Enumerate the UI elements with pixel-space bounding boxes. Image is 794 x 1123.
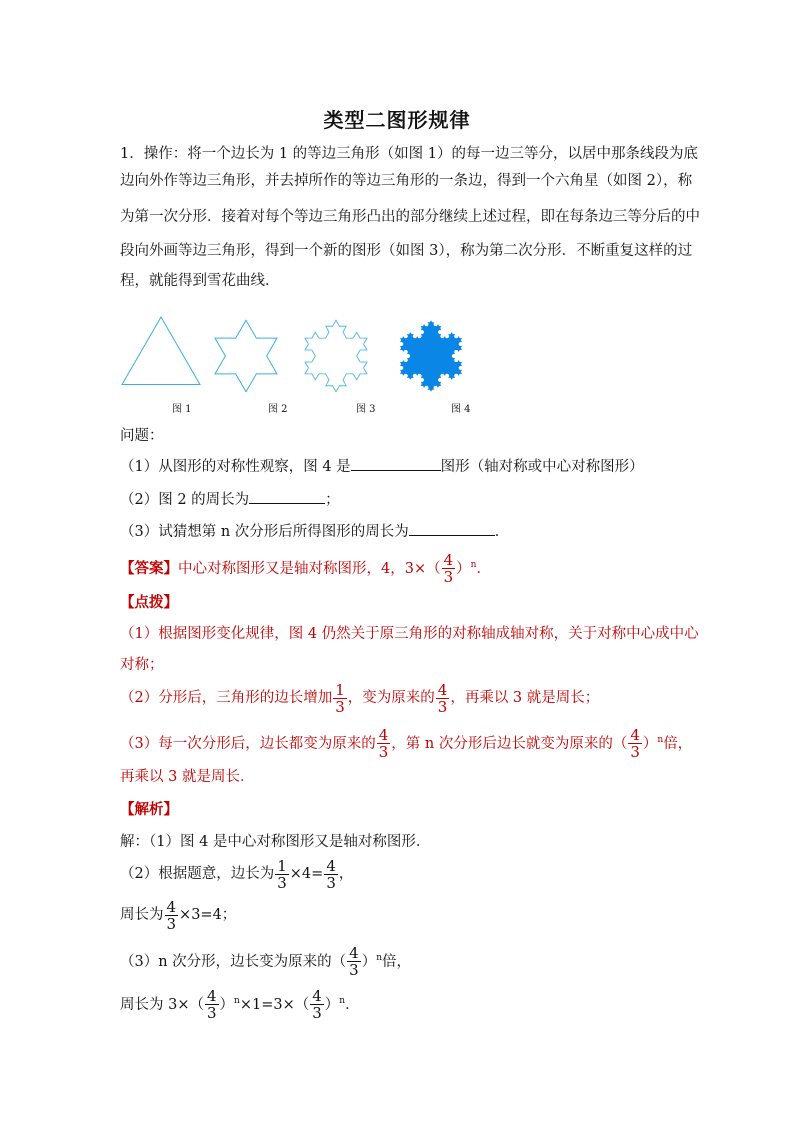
analysis-step-1: 解：（1）图 4 是中心对称图形又是轴对称图形． <box>120 834 431 850</box>
fraction: $\frac{4}{3}$ <box>206 987 217 1023</box>
fraction: $\frac{4}{3}$ <box>378 726 389 762</box>
problem-line-3: 为第一次分形．接着对每个等边三角形凸出的部分继续上述过程，即在每条边三等分后的中 <box>120 209 700 225</box>
figure-1-label: 图 1 <box>172 404 192 415</box>
figure-3-snowflake <box>296 312 376 392</box>
question-2: （2）图 2 的周长为 ； <box>120 489 340 510</box>
page-title: 类型二图形规律 <box>323 108 471 132</box>
hint-1-line-2: 对称； <box>120 657 164 673</box>
answer-blank-3[interactable] <box>409 521 495 536</box>
problem-line-2: 边向外作等边三角形，并去掉所作的等边三角形的一条边，得到一个六角星（如图 2），称 <box>120 173 693 189</box>
figure-2-star <box>206 312 286 392</box>
fraction: $\frac{4}{3}$ <box>326 856 336 892</box>
problem-line-5: 程，就能得到雪花曲线． <box>120 273 280 289</box>
question-3: （3）试猜想第 n 次分形后所得图形的周长为 ． <box>120 521 509 542</box>
fraction: $\frac{4}{3}$ <box>166 897 177 933</box>
questions-header: 问题： <box>120 428 164 444</box>
fraction: $\frac{1}{3}$ <box>277 856 287 892</box>
answer-line: 【答案】中心对称图形又是轴对称图形，4，3×（ $\frac{4}{3}$ ）$^n$． <box>120 551 491 587</box>
analysis-step-4: （3）n 次分形，边长变为原来的（ $\frac{4}{3}$ ）$^n$倍， <box>120 944 412 980</box>
fraction: $\frac{4}{3}$ <box>349 944 359 980</box>
figure-3-label: 图 3 <box>356 404 376 415</box>
hint-tag: 【点拨】 <box>120 594 178 611</box>
answer-tag: 【答案】 <box>120 559 178 577</box>
analysis-tag: 【解析】 <box>120 801 178 818</box>
fraction: $\frac{4}{3}$ <box>443 551 454 587</box>
problem-line-4: 段向外画等边三角形，得到一个新的图形（如图 3），称为第二次分形．不断重复这样的过 <box>120 243 693 259</box>
analysis-step-3: 周长为 $\frac{4}{3}$ ×3=4； <box>120 897 237 933</box>
hint-2: （2）分形后，三角形的边长增加 $\frac{1}{3}$ ，变为原来的 $\frac{4}{3}$ ，再乘以 3 就是周长； <box>120 680 600 716</box>
figure-4-label: 图 4 <box>451 404 471 415</box>
analysis-step-5: 周长为 3×（ $\frac{4}{3}$ ）$^n$×1=3×（ $\frac{4}{3}$ ）$^n$． <box>120 987 360 1023</box>
fraction: $\frac{4}{3}$ <box>312 987 322 1023</box>
fraction: $\frac{4}{3}$ <box>630 726 640 762</box>
figure-4-snowflake-filled <box>390 312 472 392</box>
hint-3-line-2: 再乘以 3 就是周长． <box>120 769 255 785</box>
question-1: （1）从图形的对称性观察，图 4 是 图形（轴对称或中心对称图形） <box>120 456 644 477</box>
hint-1-line-1: （1）根据图形变化规律，图 4 仍然关于原三角形的对称轴成轴对称，关于对称中心成中心 <box>120 626 699 642</box>
answer-blank-2[interactable] <box>249 489 325 504</box>
figure-2-label: 图 2 <box>268 404 288 415</box>
answer-blank-1[interactable] <box>351 456 441 471</box>
hint-3-line-1: （3）每一次分形后，边长都变为原来的 $\frac{4}{3}$ ，第 n 次分形后边长就变为原来的（ $\frac{4}{3}$ ）$^n$倍， <box>120 726 693 762</box>
fraction: $\frac{4}{3}$ <box>437 680 448 716</box>
problem-line-1: 1．操作：将一个边长为 1 的等边三角形（如图 1）的每一边三等分，以居中那条线段为底 <box>120 146 698 162</box>
analysis-step-2: （2）根据题意，边长为 $\frac{1}{3}$ ×4= $\frac{4}{3}$ ， <box>120 856 354 892</box>
figure-1-triangle <box>120 312 202 392</box>
fraction: $\frac{1}{3}$ <box>335 680 345 716</box>
